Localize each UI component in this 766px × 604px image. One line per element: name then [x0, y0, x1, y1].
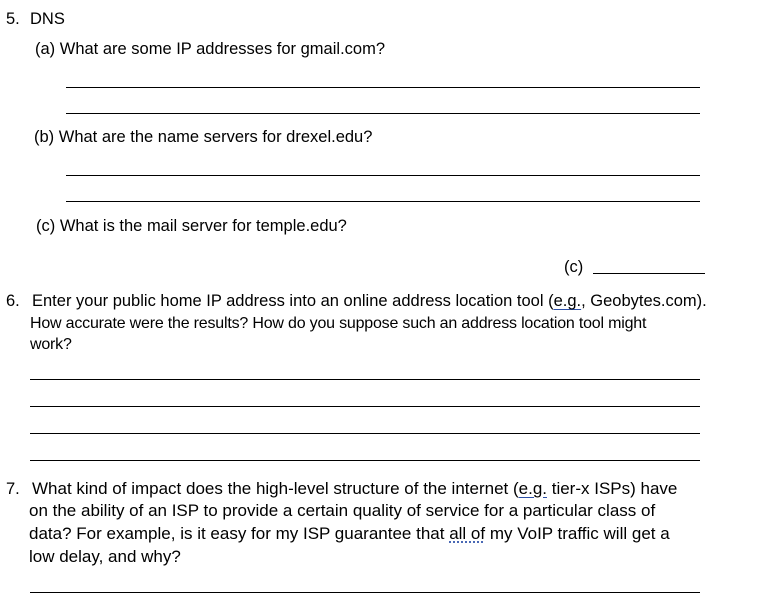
q7-line-4: low delay, and why? — [29, 547, 181, 566]
q5c-answer-label: (c) — [564, 258, 584, 276]
q5b-answer-line-2[interactable] — [66, 201, 700, 202]
q6-answer-line-1[interactable] — [30, 379, 700, 380]
q6-line-3: work? — [30, 336, 72, 353]
q6-answer-line-2[interactable] — [30, 406, 700, 407]
q5b-answer-line-1[interactable] — [66, 175, 700, 176]
q7-line-1 — [32, 479, 677, 499]
q6-line-1-post: , Geobytes.com). — [581, 292, 707, 310]
q5-title: DNS — [30, 10, 65, 28]
q5a-question: (a) What are some IP addresses for gmail.com? — [35, 40, 385, 58]
q7-eg-underlined: e.g. — [518, 479, 547, 498]
q6-line-2: How accurate were the results? How do you suppose such an address location tool might — [30, 315, 647, 332]
q5b-question: (b) What are the name servers for drexel.edu? — [34, 128, 373, 146]
q6-answer-line-4[interactable] — [30, 460, 700, 461]
q5a-answer-line-1[interactable] — [66, 87, 700, 88]
q5c-answer-line[interactable] — [593, 273, 705, 274]
q7-line-1-post: tier-x ISPs) have — [547, 479, 678, 498]
q7-all-of-underlined: all of — [449, 524, 486, 543]
q6-eg-underlined: e.g. — [553, 292, 582, 310]
q7-line-3-pre: data? For example, is it easy for my ISP guarantee that — [29, 524, 450, 543]
q5a-answer-line-2[interactable] — [66, 113, 700, 114]
q7-number: 7. — [6, 480, 20, 498]
q6-line-1-pre: Enter your public home IP address into an online address location tool ( — [32, 292, 554, 310]
q7-answer-line-1[interactable] — [30, 592, 700, 593]
q5-number: 5. — [6, 10, 20, 28]
q7-line-2: on the ability of an ISP to provide a certain quality of service for a particular class of — [29, 501, 656, 520]
q7-line-3 — [29, 524, 670, 544]
q5c-question: (c) What is the mail server for temple.edu? — [36, 217, 347, 235]
q6-answer-line-3[interactable] — [30, 433, 700, 434]
q7-line-1-pre: What kind of impact does the high-level structure of the internet ( — [32, 479, 519, 498]
q6-line-1 — [32, 291, 707, 311]
q6-number: 6. — [6, 292, 20, 310]
q7-line-3-post: my VoIP traffic will get a — [485, 524, 670, 543]
